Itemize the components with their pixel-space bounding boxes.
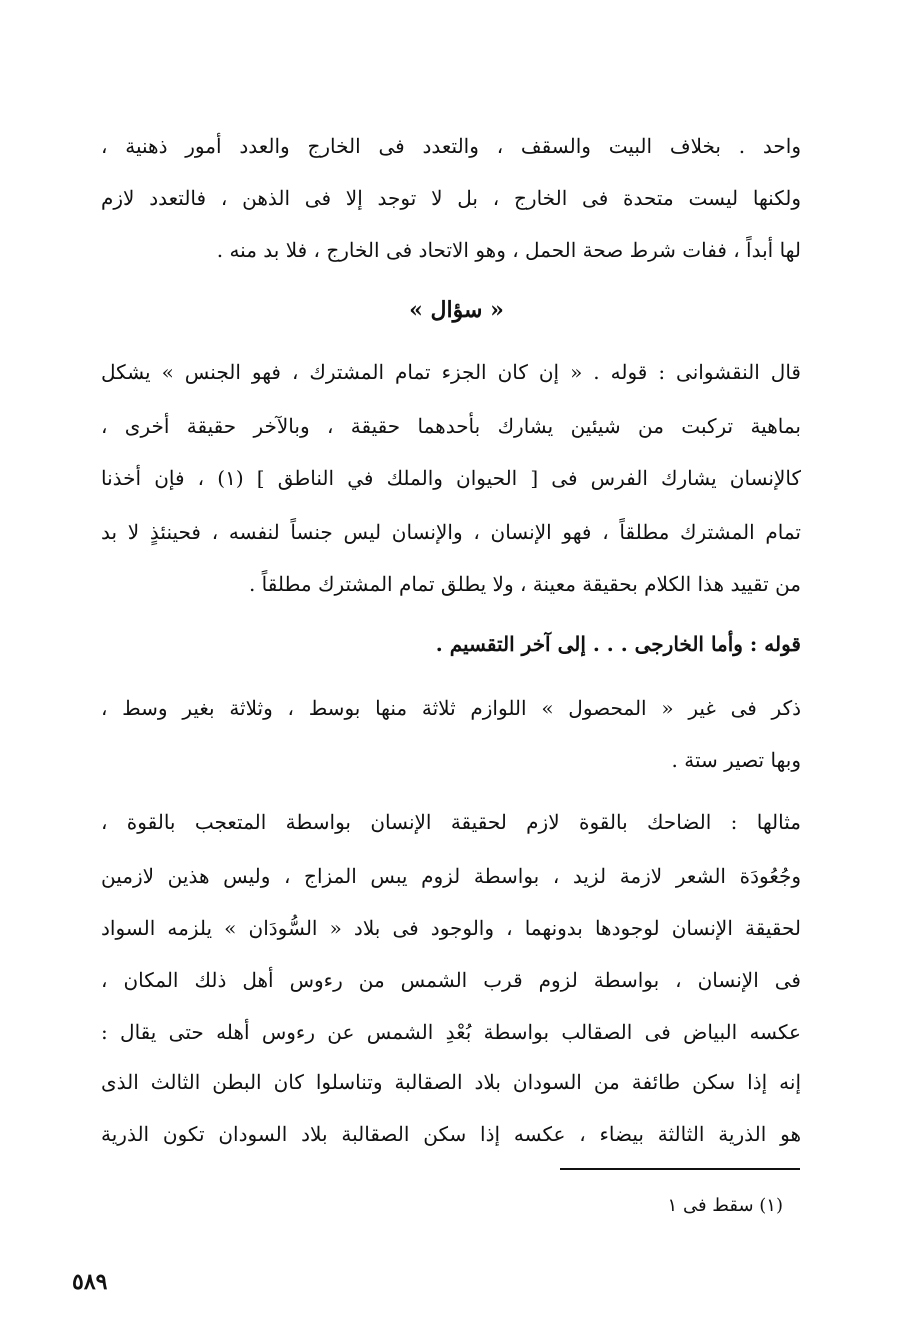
text-line: ذكر فى غير « المحصول » اللوازم ثلاثة منها بوسط ، وثلاثة بغير وسط ، (101, 696, 801, 720)
text-line: لها أبداً ، ففات شرط صحة الحمل ، وهو الاتحاد فى الخارج ، فلا بد منه . (216, 238, 801, 262)
section-heading: « سؤال » (409, 297, 504, 323)
text-line: من تقييد هذا الكلام بحقيقة معينة ، ولا يطلق تمام المشترك مطلقاً . (248, 572, 801, 596)
text-line: مثالها : الضاحك بالقوة لازم لحقيقة الإنسان بواسطة المتعجب بالقوة ، (101, 810, 801, 834)
text-line: هو الذرية الثالثة بيضاء ، عكسه إذا سكن الصقالبة بلاد السودان تكون الذرية (101, 1122, 801, 1146)
text-line: بماهية تركبت من شيئين يشارك بأحدهما حقيقة ، وبالآخر حقيقة أخرى ، (101, 414, 801, 438)
text-line: واحد . بخلاف البيت والسقف ، والتعدد فى الخارج والعدد أمور ذهنية ، (101, 134, 801, 158)
text-line: عكسه البياض فى الصقالب بواسطة بُعْدِ الشمس عن رءوس أهله حتى يقال : (101, 1020, 801, 1044)
page-number: ٥٨٩ (72, 1269, 108, 1295)
text-line: تمام المشترك مطلقاً ، فهو الإنسان ، والإنسان ليس جنساً لنفسه ، فحينئذٍ لا بد (101, 520, 801, 544)
text-line: لحقيقة الإنسان لوجودها بدونهما ، والوجود فى بلاد « السُّودَان » يلزمه السواد (101, 916, 801, 940)
text-line: إنه إذا سكن طائفة من السودان بلاد الصقالبة وتناسلوا كان البطن الثالث الذى (101, 1070, 801, 1094)
text-line: فى الإنسان ، بواسطة لزوم قرب الشمس من رءوس أهل ذلك المكان ، (101, 968, 801, 992)
text-line: وجُعُودَة الشعر لازمة لزيد ، بواسطة لزوم يبس المزاج ، وليس هذين لازمين (101, 864, 801, 888)
text-line: وبها تصير ستة . (671, 748, 801, 772)
footnote: (١) سقط فى ١ (667, 1195, 783, 1216)
text-line: قال النقشوانى : قوله . « إن كان الجزء تمام المشترك ، فهو الجنس » يشكل (101, 360, 801, 384)
text-line: ولكنها ليست متحدة فى الخارج ، بل لا توجد إلا فى الذهن ، فالتعدد لازم (101, 186, 801, 210)
footnote-divider (560, 1168, 800, 1170)
text-line: كالإنسان يشارك الفرس فى [ الحيوان والملك في الناطق ] (١) ، فإن أخذنا (101, 466, 801, 490)
qawluh-line: قوله : وأما الخارجى . . . إلى آخر التقسيم . (435, 632, 801, 656)
